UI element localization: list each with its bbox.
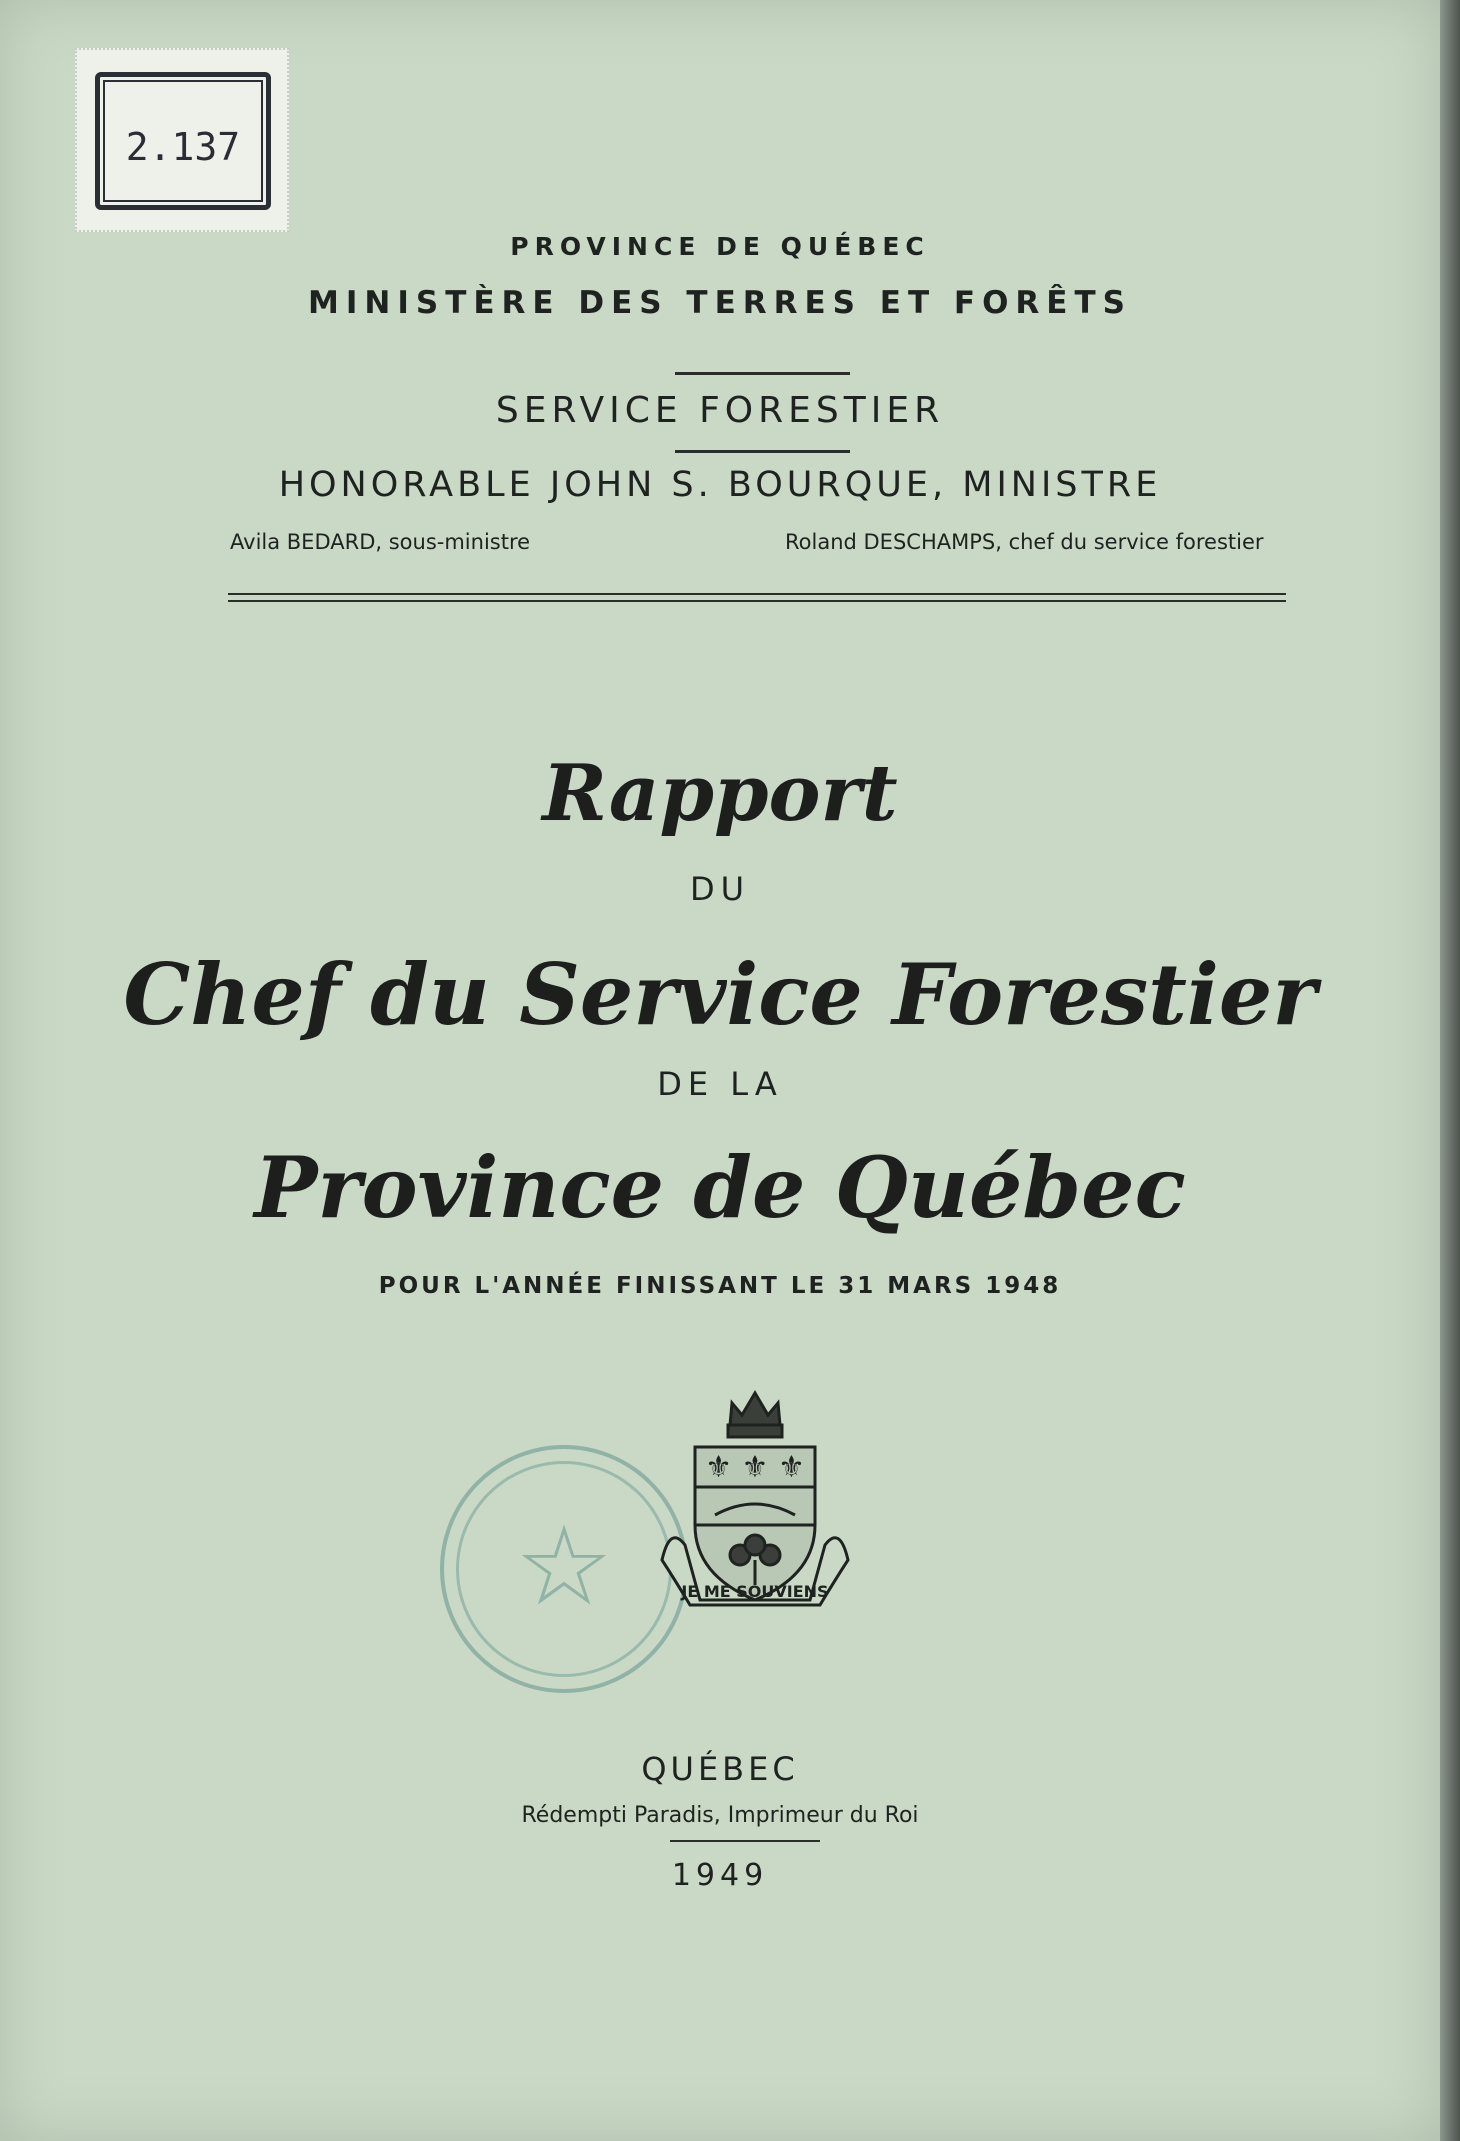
title-province: Province de Québec <box>254 1138 1186 1237</box>
publication-city: QUÉBEC <box>641 1750 799 1788</box>
ministry-heading: MINISTÈRE DES TERRES ET FORÊTS <box>308 285 1132 321</box>
service-heading: SERVICE FORESTIER <box>495 390 945 431</box>
quebec-coat-of-arms <box>660 1375 850 1625</box>
title-rapport: Rapport <box>542 748 898 839</box>
printer-name: Rédempti Paradis, Imprimeur du Roi <box>521 1803 919 1828</box>
library-stamp <box>440 1445 688 1693</box>
catalog-label <box>75 48 289 232</box>
title-chef: Chef du Service Forestier <box>123 945 1317 1044</box>
minister-line: HONORABLE JOHN S. BOURQUE, MINISTRE <box>278 465 1162 505</box>
double-rule-bottom <box>228 600 1286 602</box>
divider-middle <box>675 450 850 453</box>
stamp-star-icon: ☆ <box>514 1502 614 1630</box>
publication-year: 1949 <box>671 1858 769 1893</box>
title-du: DU <box>689 870 751 908</box>
catalog-number: 2.137 <box>125 125 241 169</box>
province-heading: PROVINCE DE QUÉBEC <box>510 232 930 261</box>
divider-footer <box>670 1840 820 1842</box>
double-rule-top <box>228 593 1286 595</box>
forestry-chief: Roland DESCHAMPS, chef du service forestier <box>785 530 1264 554</box>
svg-text:⚜ ⚜ ⚜: ⚜ ⚜ ⚜ <box>705 1450 805 1485</box>
deputy-minister: Avila BEDARD, sous-ministre <box>230 530 531 554</box>
page-edge <box>1440 0 1460 2141</box>
report-period: POUR L'ANNÉE FINISSANT LE 31 MARS 1948 <box>378 1273 1062 1299</box>
divider-top <box>675 372 850 375</box>
catalog-label-frame <box>95 72 271 210</box>
title-de-la: DE LA <box>657 1065 783 1103</box>
crest-motto: JE ME SOUVIENS <box>681 1582 829 1601</box>
